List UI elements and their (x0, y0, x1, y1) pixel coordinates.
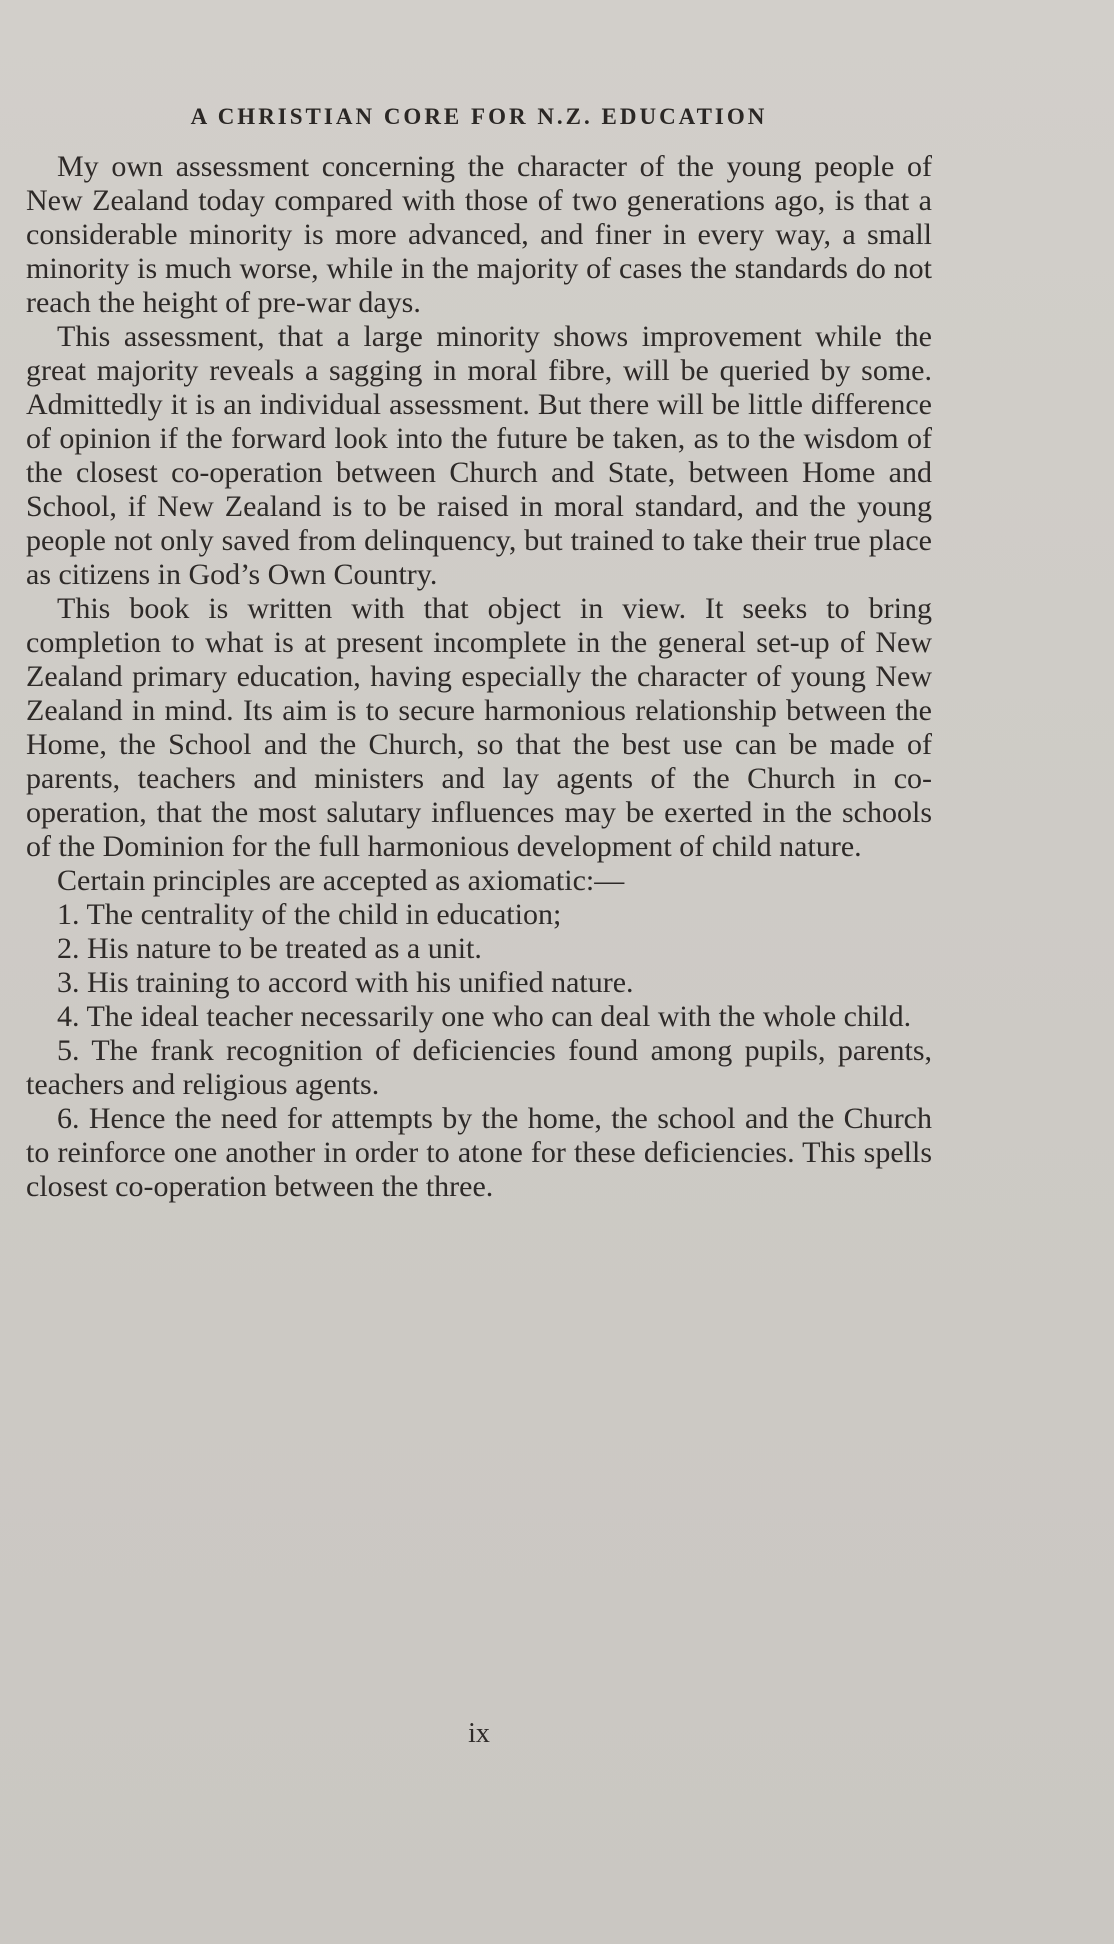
principle-item-3: 3. His training to accord with his unified nature. (57, 966, 634, 999)
principle-item-5: 5. The frank recognition of deficiencies found among pupils, parents, teachers and religious agents. (26, 1034, 932, 1101)
body-text (26, 150, 932, 1204)
principle-item-1: 1. The centrality of the child in education; (57, 898, 562, 931)
principle-item-4: 4. The ideal teacher necessarily one who can deal with the whole child. (57, 1000, 912, 1033)
principle-item-6: 6. Hence the need for attempts by the home, the school and the Church to reinforce one another in order to atone for these deficiencies. This spells closest co-operation between the three. (26, 1102, 932, 1203)
paragraph-assessment: My own assessment concerning the character of the young people of New Zealand today compared with those of two generations ago, is that a considerable minority is more advanced, and finer in every way, a small minority is much worse, while in the majority of cases the standards do not reach the height of pre-war days. (26, 150, 932, 319)
paragraph-improvement: This assessment, that a large minority shows improvement while the great majority reveals a sagging in moral fibre, will be queried by some. Admittedly it is an individual assessment. But there will be little difference of opinion if the forward look into the future be taken, as to the wisdom of the closest co-operation between Church and State, between Home and School, if New Zealand is to be raised in moral standard, and the young people not only saved from delinquency, but trained to take their true place as citizens in God’s Own Country. (26, 320, 932, 591)
paragraph-book-object: This book is written with that object in view. It seeks to bring completion to what is at present incomplete in the general set-up of New Zealand primary education, having especially the character of young New Zealand in mind. Its aim is to secure harmonious relationship between the Home, the School and the Church, so that the best use can be made of parents, teachers and ministers and lay agents of the Church in co-operation, that the most salutary influences may be exerted in the schools of the Dominion for the full harmonious development of child nature. (26, 592, 932, 863)
page-number: ix (468, 1718, 490, 1749)
paragraph-principles-intro: Certain principles are accepted as axiomatic:— (57, 864, 625, 897)
principle-item-2: 2. His nature to be treated as a unit. (57, 932, 482, 965)
running-head: A CHRISTIAN CORE FOR N.Z. EDUCATION (190, 104, 768, 129)
